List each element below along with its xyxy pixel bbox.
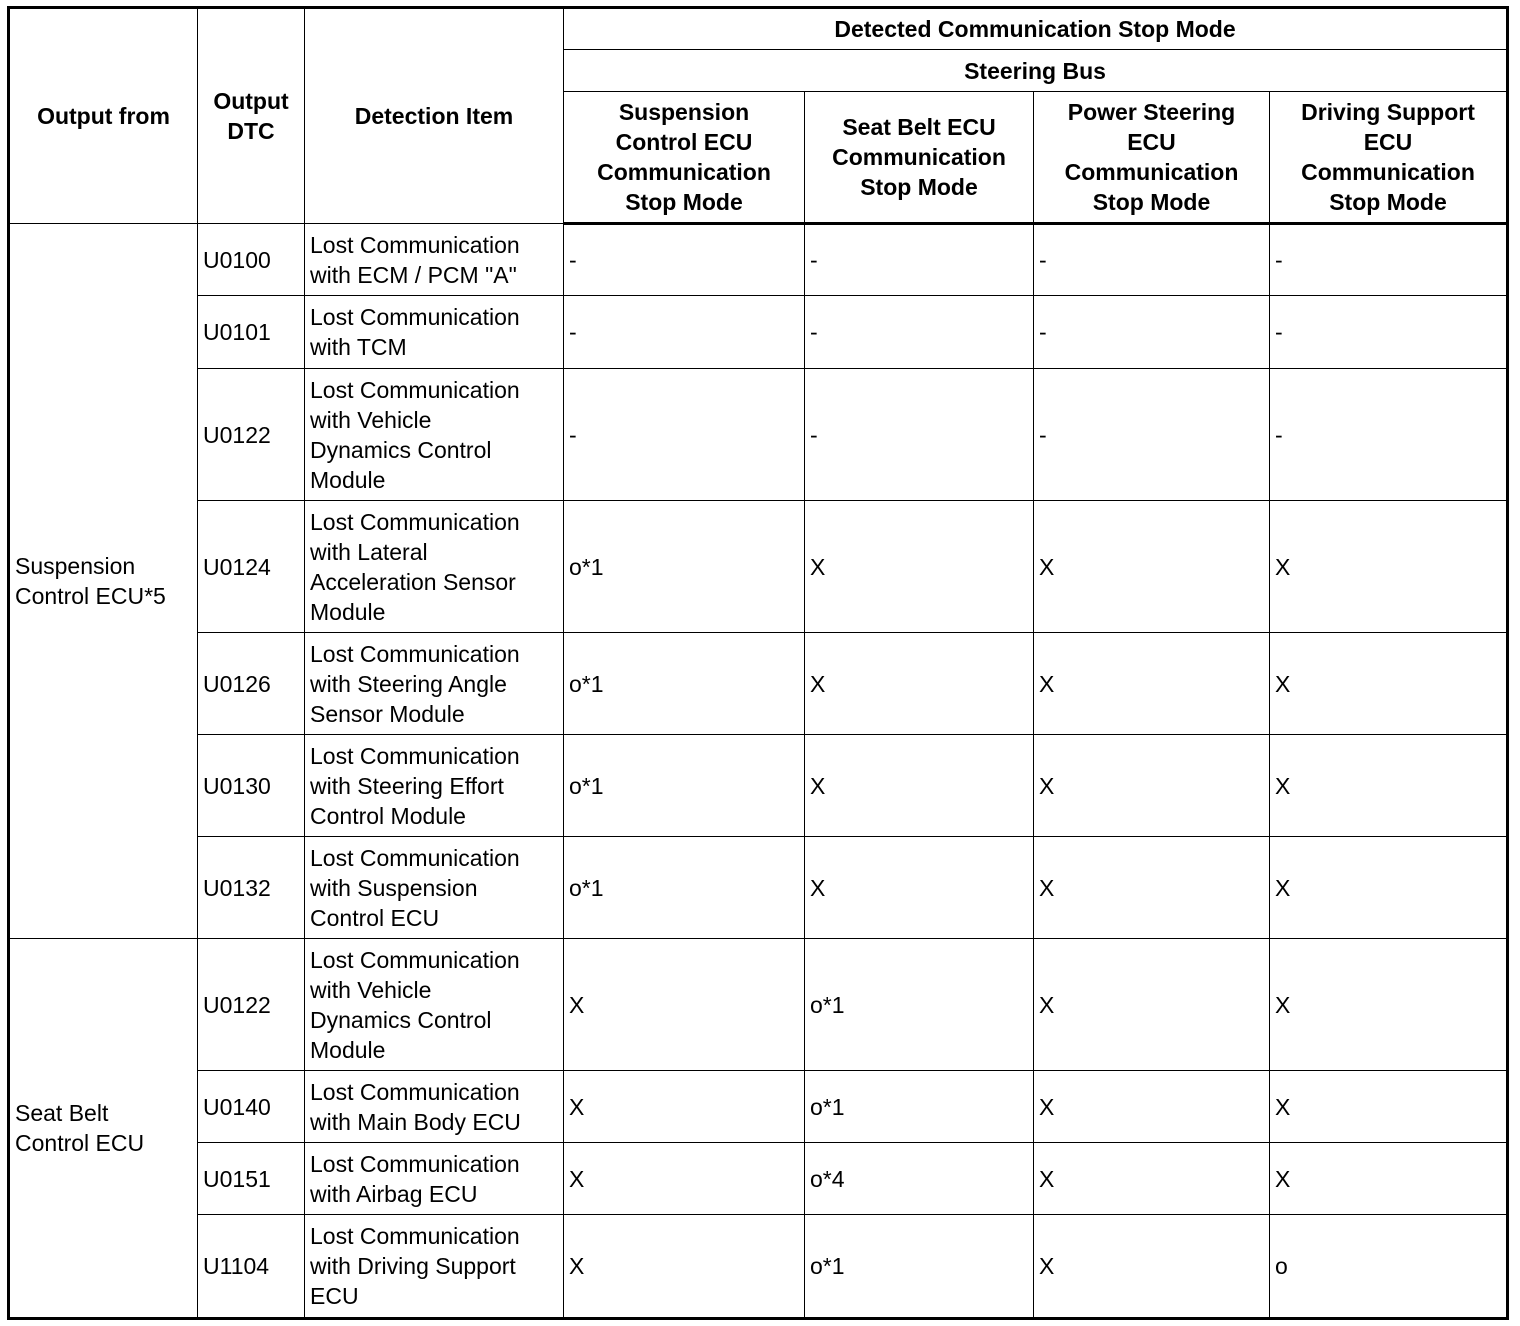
output-from-cell	[9, 939, 198, 1319]
dtc-cell: U0100	[198, 224, 305, 296]
stop-mode-cell: X	[564, 1143, 805, 1215]
stop-mode-cell: X	[1034, 837, 1270, 939]
dtc-cell: U1104	[198, 1215, 305, 1319]
cell-line: Dynamics Control	[310, 1006, 492, 1033]
cell-line: Lost Communication	[310, 231, 520, 258]
detection-item-cell	[305, 1143, 564, 1215]
table-row	[9, 735, 1508, 837]
cell-line: Lost Communication	[310, 946, 520, 973]
table-row	[9, 296, 1508, 369]
cell-line: Control Module	[310, 802, 466, 829]
table-row	[9, 633, 1508, 735]
header-output-dtc-line: Output	[213, 88, 289, 114]
cell-line: Control ECU	[310, 904, 440, 931]
header-driving-support-ecu-mode	[1270, 92, 1508, 224]
dtc-cell: U0122	[198, 369, 305, 501]
cell-line: Seat Belt	[15, 1100, 109, 1126]
detection-item-cell	[305, 633, 564, 735]
header-detection-item: Detection Item	[305, 8, 564, 224]
header-seat-belt-ecu-mode	[805, 92, 1034, 224]
stop-mode-cell: X	[1034, 735, 1270, 837]
header-output-dtc-line: DTC	[227, 118, 275, 144]
cell-line: Module	[310, 466, 386, 493]
stop-mode-cell: X	[805, 633, 1034, 735]
cell-line: ECU	[310, 1283, 359, 1309]
stop-mode-cell: X	[805, 735, 1034, 837]
dtc-cell: U0132	[198, 837, 305, 939]
stop-mode-cell: X	[1270, 501, 1508, 633]
cell-line: Lost Communication	[310, 376, 520, 403]
stop-mode-cell: X	[805, 501, 1034, 633]
stop-mode-cell: o*1	[564, 633, 805, 735]
stop-mode-cell: X	[1270, 1143, 1508, 1215]
dtc-cell: U0140	[198, 1071, 305, 1143]
stop-mode-cell: -	[805, 224, 1034, 296]
communication-stop-mode-table	[7, 6, 1509, 1320]
cell-line: Sensor Module	[310, 700, 465, 727]
cell-line: Lost Communication	[310, 742, 520, 769]
stop-mode-cell: -	[1034, 296, 1270, 369]
cell-line: with Main Body ECU	[310, 1108, 521, 1135]
stop-mode-cell: o	[1270, 1215, 1508, 1319]
header-mode-line: Driving Support	[1301, 99, 1475, 125]
stop-mode-cell: o*1	[805, 939, 1034, 1071]
detection-item-cell	[305, 296, 564, 369]
stop-mode-cell: X	[1270, 633, 1508, 735]
table-row	[9, 1215, 1508, 1319]
table-row	[9, 1143, 1508, 1215]
stop-mode-cell: -	[805, 296, 1034, 369]
detection-item-cell	[305, 369, 564, 501]
stop-mode-cell: -	[1270, 224, 1508, 296]
stop-mode-cell: X	[564, 939, 805, 1071]
header-mode-line: Stop Mode	[1092, 189, 1211, 215]
table-body	[9, 224, 1508, 1319]
stop-mode-cell: o*1	[564, 735, 805, 837]
cell-line: with Suspension	[310, 874, 478, 901]
dtc-cell: U0124	[198, 501, 305, 633]
header-steering-bus: Steering Bus	[564, 50, 1508, 92]
stop-mode-cell: X	[1034, 1143, 1270, 1215]
cell-line: Lost Communication	[310, 1150, 520, 1177]
cell-line: Module	[310, 1036, 386, 1063]
stop-mode-cell: o*1	[564, 501, 805, 633]
cell-line: Lost Communication	[310, 844, 520, 871]
cell-line: Lost Communication	[310, 304, 520, 330]
header-detected-communication-stop-mode: Detected Communication Stop Mode	[564, 8, 1508, 50]
detection-item-cell	[305, 939, 564, 1071]
table-row	[9, 939, 1508, 1071]
header-mode-line: Power Steering	[1067, 99, 1236, 125]
cell-line: Control ECU	[15, 1130, 145, 1156]
stop-mode-cell: -	[805, 369, 1034, 501]
output-from-cell	[9, 224, 198, 939]
header-mode-line: Communication	[832, 144, 1006, 170]
stop-mode-cell: -	[564, 296, 805, 369]
dtc-cell: U0101	[198, 296, 305, 369]
header-mode-line: Seat Belt ECU	[842, 114, 996, 140]
stop-mode-cell: X	[564, 1071, 805, 1143]
stop-mode-cell: -	[1270, 296, 1508, 369]
stop-mode-cell: -	[564, 369, 805, 501]
header-mode-line: Communication	[597, 159, 771, 185]
cell-line: with Driving Support	[310, 1253, 516, 1279]
header-mode-line: Stop Mode	[860, 174, 978, 200]
stop-mode-cell: X	[1034, 633, 1270, 735]
header-mode-line: Stop Mode	[625, 189, 743, 215]
header-mode-line: Stop Mode	[1329, 189, 1447, 215]
cell-line: with Vehicle	[310, 406, 432, 433]
detection-item-cell	[305, 224, 564, 296]
table-row	[9, 224, 1508, 296]
stop-mode-cell: o*1	[805, 1071, 1034, 1143]
stop-mode-cell: X	[805, 837, 1034, 939]
stop-mode-cell: o*1	[805, 1215, 1034, 1319]
header-mode-line: Communication	[1064, 159, 1239, 185]
detection-item-cell	[305, 1071, 564, 1143]
stop-mode-cell: X	[1034, 1215, 1270, 1319]
header-output-dtc	[198, 8, 305, 224]
detection-item-cell	[305, 501, 564, 633]
dtc-cell: U0130	[198, 735, 305, 837]
table-row	[9, 837, 1508, 939]
detection-item-cell	[305, 1215, 564, 1319]
detection-item-cell	[305, 837, 564, 939]
stop-mode-cell: -	[564, 224, 805, 296]
cell-line: Lost Communication	[310, 508, 520, 535]
stop-mode-cell: o*4	[805, 1143, 1034, 1215]
dtc-cell: U0126	[198, 633, 305, 735]
cell-line: Module	[310, 598, 386, 625]
cell-line: Control ECU*5	[15, 583, 166, 609]
detection-item-cell	[305, 735, 564, 837]
header-mode-line: ECU	[1363, 129, 1413, 155]
table-header	[9, 8, 1508, 224]
dtc-cell: U0151	[198, 1143, 305, 1215]
header-suspension-control-ecu-mode	[564, 92, 805, 224]
stop-mode-cell: X	[564, 1215, 805, 1319]
cell-line: with TCM	[310, 334, 407, 360]
stop-mode-cell: X	[1034, 501, 1270, 633]
header-mode-line: Communication	[1301, 159, 1475, 185]
cell-line: Lost Communication	[310, 1223, 520, 1249]
stop-mode-cell: X	[1270, 939, 1508, 1071]
cell-line: Dynamics Control	[310, 436, 492, 463]
stop-mode-cell: X	[1270, 735, 1508, 837]
stop-mode-cell: X	[1270, 837, 1508, 939]
cell-line: with Steering Effort	[310, 772, 504, 799]
stop-mode-cell: -	[1034, 369, 1270, 501]
header-mode-line: Suspension	[618, 99, 750, 125]
cell-line: with ECM / PCM "A"	[310, 261, 517, 288]
header-mode-line: Control ECU	[615, 129, 753, 155]
stop-mode-cell: -	[1270, 369, 1508, 501]
stop-mode-cell: o*1	[564, 837, 805, 939]
cell-line: with Vehicle	[310, 976, 432, 1003]
header-mode-line: ECU	[1127, 129, 1176, 155]
cell-line: Suspension	[15, 553, 136, 579]
table-row	[9, 501, 1508, 633]
cell-line: with Steering Angle	[310, 670, 507, 697]
table-row	[9, 1071, 1508, 1143]
table-row	[9, 369, 1508, 501]
stop-mode-cell: X	[1034, 1071, 1270, 1143]
header-output-from: Output from	[9, 8, 198, 224]
cell-line: Lost Communication	[310, 1078, 520, 1105]
stop-mode-cell: X	[1034, 939, 1270, 1071]
stop-mode-cell: X	[1270, 1071, 1508, 1143]
cell-line: Acceleration Sensor	[310, 568, 516, 595]
cell-line: Lost Communication	[310, 640, 520, 667]
cell-line: with Airbag ECU	[310, 1180, 478, 1207]
stop-mode-cell: -	[1034, 224, 1270, 296]
header-power-steering-ecu-mode	[1034, 92, 1270, 224]
cell-line: with Lateral	[310, 538, 428, 565]
dtc-cell: U0122	[198, 939, 305, 1071]
